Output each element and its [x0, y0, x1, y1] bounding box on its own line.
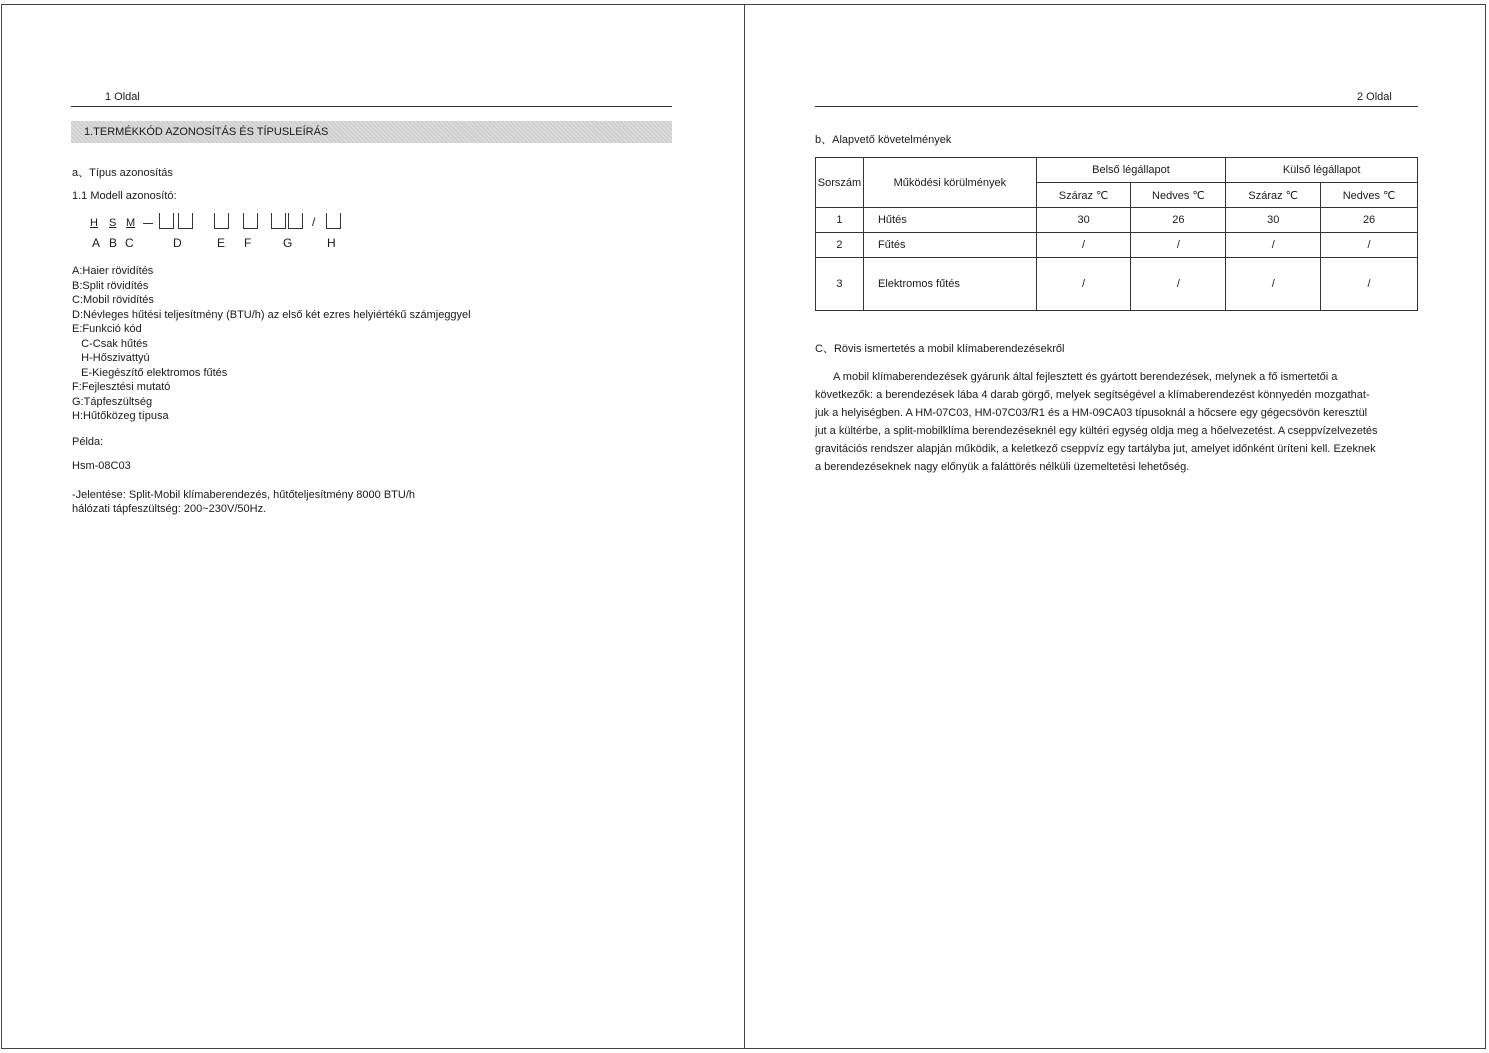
cell-indoor-wet: /	[1131, 233, 1226, 258]
cell-mode: Elektromos fűtés	[863, 258, 1036, 311]
code-letter-c: C	[125, 236, 134, 250]
definition-line: C-Csak hűtés	[72, 338, 148, 350]
code-box-h	[326, 213, 341, 229]
page-divider	[744, 4, 745, 1049]
code-char-s: S	[109, 217, 117, 229]
cell-outdoor-dry: 30	[1226, 208, 1321, 233]
cell-mode: Fűtés	[863, 233, 1036, 258]
cell-indoor-dry: /	[1036, 233, 1131, 258]
definition-line: E-Kiegészítő elektromos fűtés	[72, 367, 228, 379]
page-header: 1 Oldal	[105, 91, 140, 103]
example-code: Hsm-08C03	[72, 460, 131, 472]
code-box-f	[243, 213, 258, 229]
definition-line: G:Tápfeszültség	[72, 396, 153, 408]
cell-no: 1	[816, 208, 864, 233]
requirements-table	[815, 157, 1418, 311]
cell-indoor-dry: 30	[1036, 208, 1131, 233]
cell-outdoor-wet: /	[1321, 233, 1418, 258]
code-box-d2	[178, 213, 193, 229]
page-header-2: 2 Oldal	[1357, 91, 1392, 103]
definition-line: B:Split rövidítés	[72, 280, 149, 292]
col-header-conditions: Működési körülmények	[863, 158, 1036, 208]
sub-header-indoor-dry: Száraz ℃	[1036, 183, 1131, 208]
table-row	[816, 208, 1418, 233]
definition-line: F:Fejlesztési mutató	[72, 381, 171, 393]
sub-header-outdoor-dry: Száraz ℃	[1226, 183, 1321, 208]
sub-header-outdoor-wet: Nedves ℃	[1321, 183, 1418, 208]
definition-line: A:Haier rövidítés	[72, 265, 154, 277]
cell-outdoor-wet: /	[1321, 258, 1418, 311]
table-row	[816, 233, 1418, 258]
code-letter-e: E	[217, 236, 226, 250]
code-letter-f: F	[244, 236, 252, 250]
cell-no: 2	[816, 233, 864, 258]
cell-outdoor-wet: 26	[1321, 208, 1418, 233]
definition-line: D:Névleges hűtési teljesítmény (BTU/h) az első két ezres helyiértékű számjeggyel	[72, 309, 471, 321]
code-letter-a: A	[92, 236, 101, 250]
subsection-a: a、Típus azonosítás	[72, 167, 173, 179]
code-letter-d: D	[173, 236, 182, 250]
section-title: 1.TERMÉKKÓD AZONOSÍTÁS ÉS TÍPUSLEÍRÁS	[71, 121, 672, 143]
code-letter-b: B	[109, 236, 118, 250]
definition-line: H-Hőszivattyú	[72, 352, 150, 364]
paragraph-line: A mobil klímaberendezések gyárunk által fejlesztett és gyártott berendezések, melynek a fő ismertetői a	[833, 371, 1338, 383]
code-box-g2	[288, 213, 303, 229]
example-label: Példa:	[72, 436, 104, 448]
meaning-line: hálózati tápfeszültség: 200~230V/50Hz.	[72, 503, 267, 515]
code-letter-g: G	[283, 236, 293, 250]
code-slash: /	[312, 215, 316, 229]
code-box-e	[214, 213, 229, 229]
code-box-d1	[159, 213, 174, 229]
paragraph-line: gravitációs rendszer alapján működik, a keletkező cseppvíz egy tartályba jut, amelyet időnként üríteni kell. Ezeknek	[815, 443, 1376, 455]
code-letter-h: H	[327, 236, 336, 250]
cell-indoor-wet: /	[1131, 258, 1226, 311]
code-box-g1	[271, 213, 286, 229]
sub-header-indoor-wet: Nedves ℃	[1131, 183, 1226, 208]
cell-outdoor-dry: /	[1226, 233, 1321, 258]
model-id-label: 1.1 Modell azonosító:	[72, 190, 177, 202]
cell-mode: Hűtés	[863, 208, 1036, 233]
description-paragraph	[815, 368, 1447, 476]
cell-indoor-wet: 26	[1131, 208, 1226, 233]
cell-no: 3	[816, 258, 864, 311]
col-header-outdoor: Külső légállapot	[1226, 158, 1418, 183]
meaning-line: -Jelentése: Split-Mobil klímaberendezés, hűtőteljesítmény 8000 BTU/h	[72, 489, 416, 501]
col-header-indoor: Belső légállapot	[1036, 158, 1226, 183]
cell-indoor-dry: /	[1036, 258, 1131, 311]
paragraph-line: következők: a berendezések lába 4 darab görgő, melyek segítségével a klímaberendezést könnyedén mozgathat-	[815, 389, 1370, 401]
col-header-no: Sorszám	[816, 158, 864, 208]
header-rule-2	[815, 106, 1418, 107]
header-rule	[71, 106, 672, 107]
table-row	[816, 258, 1418, 311]
cell-outdoor-dry: /	[1226, 258, 1321, 311]
subsection-b: b、Alapvető követelmények	[815, 134, 952, 146]
subsection-c: C、Rövis ismertetés a mobil klímaberendezésekről	[815, 343, 1065, 355]
definition-line: C:Mobil rövidítés	[72, 294, 154, 306]
page-1	[0, 0, 744, 1053]
code-dash	[143, 223, 153, 224]
paragraph-line: jut a kültérbe, a split-mobilklíma berendezéseknél egy kültéri egység oldja meg a hőelvezetést. A cseppvízelvezetés	[815, 425, 1378, 437]
definition-line: H:Hűtőközeg típusa	[72, 410, 169, 422]
code-char-h: H	[90, 217, 98, 229]
definition-line: E:Funkció kód	[72, 323, 142, 335]
paragraph-line: a berendezéseknek nagy előnyük a faláttörés nélküli üzemeltetési lehetőség.	[815, 461, 1190, 473]
code-char-m: M	[126, 217, 136, 229]
paragraph-line: juk a helyiségben. A HM-07C03, HM-07C03/R1 és a HM-09CA03 típusoknál a hőcsere egy gégecsövön keresztül	[815, 407, 1368, 419]
